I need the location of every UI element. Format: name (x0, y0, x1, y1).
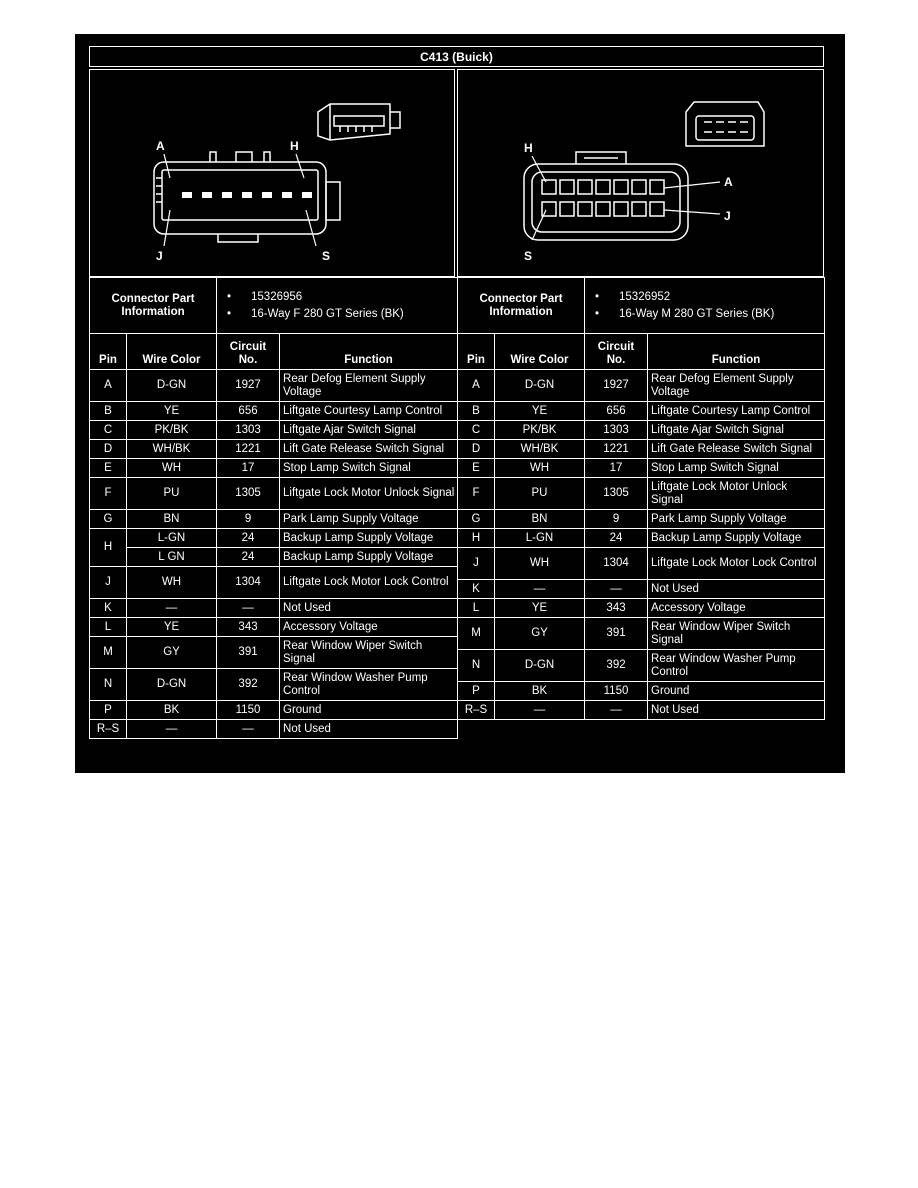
pin-cell: B (90, 402, 127, 421)
function-cell: Park Lamp Supply Voltage (280, 510, 458, 529)
circuit-header (217, 334, 280, 370)
circuit-cell: — (585, 580, 648, 599)
wire-color-cell: YE (495, 402, 585, 421)
table-row (458, 580, 825, 599)
circuit-header-line1: Circuit (229, 341, 267, 353)
male-leader-lines (532, 156, 720, 240)
table-row (90, 440, 458, 459)
circuit-cell: 1927 (585, 370, 648, 402)
circuit-cell: 656 (217, 402, 280, 421)
circuit-header (585, 334, 648, 370)
table-row (90, 529, 458, 548)
table-row (90, 459, 458, 478)
wire-color-cell: BN (127, 510, 217, 529)
wire-color-cell: PU (495, 478, 585, 510)
circuit-cell: 1221 (217, 440, 280, 459)
circuit-cell: 1303 (585, 421, 648, 440)
table-row (90, 402, 458, 421)
circuit-cell: 391 (217, 637, 280, 669)
male-header-row (458, 334, 825, 370)
table-row (458, 402, 825, 421)
pin-cell: N (458, 650, 495, 682)
wire-color-cell: D-GN (127, 669, 217, 701)
table-row (458, 650, 825, 682)
connector-part-info-label-line2: Information (489, 305, 553, 318)
function-header: Function (280, 334, 458, 370)
female-part-info-row (90, 278, 458, 334)
pin-cell: J (90, 567, 127, 599)
pin-cell: F (90, 478, 127, 510)
function-cell: Lift Gate Release Switch Signal (648, 440, 825, 459)
function-cell: Rear Defog Element Supply Voltage (648, 370, 825, 402)
male-connector-thumbnail (686, 102, 764, 146)
female-label-h: H (290, 139, 299, 153)
female-label-s: S (322, 249, 331, 263)
wire-color-cell: WH (495, 459, 585, 478)
function-cell: Liftgate Lock Motor Lock Control (648, 548, 825, 580)
part-info-item: • 15326952 (595, 289, 822, 306)
pin-cell: A (90, 370, 127, 402)
function-header: Function (648, 334, 825, 370)
pin-cell: K (458, 580, 495, 599)
female-leader-lines (164, 154, 316, 246)
table-row (458, 370, 825, 402)
connector-part-info-values (585, 278, 825, 334)
function-cell: Liftgate Lock Motor Unlock Signal (648, 478, 825, 510)
female-connector-diagram (89, 69, 455, 277)
table-row (458, 510, 825, 529)
circuit-cell: 1305 (585, 478, 648, 510)
male-label-h: H (524, 141, 533, 155)
circuit-cell: 17 (585, 459, 648, 478)
function-cell: Park Lamp Supply Voltage (648, 510, 825, 529)
pin-header: Pin (90, 334, 127, 370)
function-cell: Liftgate Lock Motor Unlock Signal (280, 478, 458, 510)
circuit-cell: 392 (217, 669, 280, 701)
female-cavities (182, 192, 312, 198)
male-label-j: J (724, 209, 731, 223)
circuit-cell: 1150 (585, 682, 648, 701)
pin-cell: L (458, 599, 495, 618)
pin-cell: L (90, 618, 127, 637)
wire-color-cell: PU (127, 478, 217, 510)
pin-cell: P (90, 701, 127, 720)
pin-cell: E (458, 459, 495, 478)
circuit-cell: 1927 (217, 370, 280, 402)
function-cell: Ground (280, 701, 458, 720)
circuit-cell: 1303 (217, 421, 280, 440)
pin-cell: N (90, 669, 127, 701)
circuit-cell: 17 (217, 459, 280, 478)
pin-cell: K (90, 599, 127, 618)
wire-color-cell: BN (495, 510, 585, 529)
wire-color-cell: YE (495, 599, 585, 618)
table-row (90, 720, 458, 739)
function-cell: Backup Lamp Supply Voltage (648, 529, 825, 548)
male-part-info-row (458, 278, 825, 334)
male-label-s: S (524, 249, 533, 263)
table-row (458, 421, 825, 440)
male-connector-diagram (457, 69, 824, 277)
pin-cell: F (458, 478, 495, 510)
function-cell: Rear Window Washer Pump Control (280, 669, 458, 701)
female-pin-table (89, 277, 458, 739)
pin-cell: C (458, 421, 495, 440)
wire-color-cell: WH (127, 567, 217, 599)
wire-color-cell: — (127, 720, 217, 739)
function-cell: Liftgate Ajar Switch Signal (648, 421, 825, 440)
function-cell: Lift Gate Release Switch Signal (280, 440, 458, 459)
pin-cell: B (458, 402, 495, 421)
function-cell: Liftgate Ajar Switch Signal (280, 421, 458, 440)
circuit-cell: 9 (217, 510, 280, 529)
table-row (90, 548, 458, 567)
function-cell: Liftgate Courtesy Lamp Control (280, 402, 458, 421)
pin-cell: D (90, 440, 127, 459)
wire-color-cell: WH/BK (495, 440, 585, 459)
wire-color-cell: L-GN (127, 529, 217, 548)
circuit-cell: 391 (585, 618, 648, 650)
pin-cell: G (458, 510, 495, 529)
circuit-header-line1: Circuit (597, 341, 635, 353)
wire-color-cell: D-GN (495, 370, 585, 402)
female-connector-drawing (90, 70, 456, 278)
connector-part-info-label (90, 278, 217, 334)
wire-color-cell: WH (127, 459, 217, 478)
table-row (458, 548, 825, 580)
table-row (90, 370, 458, 402)
table-row (90, 599, 458, 618)
function-cell: Rear Window Wiper Switch Signal (280, 637, 458, 669)
pin-cell: P (458, 682, 495, 701)
function-cell: Liftgate Lock Motor Lock Control (280, 567, 458, 599)
function-cell: Not Used (280, 720, 458, 739)
function-cell: Rear Window Washer Pump Control (648, 650, 825, 682)
table-row (90, 567, 458, 599)
connector-part-info-label-line2: Information (121, 305, 185, 318)
table-row (458, 440, 825, 459)
circuit-cell: 1304 (217, 567, 280, 599)
function-cell: Not Used (648, 580, 825, 599)
part-info-list (587, 289, 822, 323)
pin-cell: H (90, 529, 127, 567)
function-cell: Rear Defog Element Supply Voltage (280, 370, 458, 402)
part-info-item: • 16-Way F 280 GT Series (BK) (227, 306, 455, 323)
female-label-a: A (156, 139, 165, 153)
function-cell: Accessory Voltage (648, 599, 825, 618)
function-cell: Stop Lamp Switch Signal (648, 459, 825, 478)
wire-color-cell: WH/BK (127, 440, 217, 459)
table-row (458, 701, 825, 720)
table-row (90, 421, 458, 440)
pin-cell: J (458, 548, 495, 580)
male-cavities (542, 180, 664, 216)
circuit-cell: 1221 (585, 440, 648, 459)
circuit-cell: 343 (585, 599, 648, 618)
function-cell: Backup Lamp Supply Voltage (280, 529, 458, 548)
circuit-cell: — (585, 701, 648, 720)
wire-color-header: Wire Color (495, 334, 585, 370)
wire-color-cell: BK (127, 701, 217, 720)
circuit-cell: 1305 (217, 478, 280, 510)
circuit-cell: 343 (217, 618, 280, 637)
circuit-cell: 1304 (585, 548, 648, 580)
wire-color-cell: GY (495, 618, 585, 650)
circuit-cell: 1150 (217, 701, 280, 720)
connector-part-info-label-line1: Connector Part (111, 292, 195, 305)
table-row (458, 599, 825, 618)
pin-cell: M (90, 637, 127, 669)
circuit-cell: 24 (585, 529, 648, 548)
wire-color-cell: — (495, 701, 585, 720)
wire-color-cell: WH (495, 548, 585, 580)
wire-color-cell: PK/BK (127, 421, 217, 440)
table-row (458, 478, 825, 510)
table-row (458, 459, 825, 478)
pin-cell: R–S (458, 701, 495, 720)
circuit-cell: 656 (585, 402, 648, 421)
table-row (90, 510, 458, 529)
connector-part-info-values (217, 278, 458, 334)
male-label-a: A (724, 175, 733, 189)
connector-title: C413 (Buick) (89, 46, 824, 67)
pin-cell: E (90, 459, 127, 478)
function-cell: Not Used (648, 701, 825, 720)
wire-color-cell: — (127, 599, 217, 618)
female-label-j: J (156, 249, 163, 263)
function-cell: Ground (648, 682, 825, 701)
connector-part-info-label-line1: Connector Part (479, 292, 563, 305)
function-cell: Backup Lamp Supply Voltage (280, 548, 458, 567)
wire-color-cell: D-GN (127, 370, 217, 402)
female-header-row (90, 334, 458, 370)
function-cell: Liftgate Courtesy Lamp Control (648, 402, 825, 421)
function-cell: Stop Lamp Switch Signal (280, 459, 458, 478)
function-cell: Rear Window Wiper Switch Signal (648, 618, 825, 650)
part-info-list (219, 289, 455, 323)
wire-color-cell: BK (495, 682, 585, 701)
circuit-cell: 24 (217, 529, 280, 548)
wire-color-cell: YE (127, 402, 217, 421)
female-connector-thumbnail (318, 104, 400, 140)
pin-cell: H (458, 529, 495, 548)
pin-cell: G (90, 510, 127, 529)
table-row (90, 637, 458, 669)
circuit-header-line2: No. (606, 354, 626, 366)
pin-cell: D (458, 440, 495, 459)
circuit-cell: — (217, 720, 280, 739)
table-row (90, 669, 458, 701)
wire-color-cell: YE (127, 618, 217, 637)
wire-color-cell: D-GN (495, 650, 585, 682)
male-connector-drawing (458, 70, 825, 278)
table-row (90, 701, 458, 720)
wire-color-cell: GY (127, 637, 217, 669)
function-cell: Not Used (280, 599, 458, 618)
part-info-item: • 15326956 (227, 289, 455, 306)
circuit-cell: 392 (585, 650, 648, 682)
circuit-header-line2: No. (238, 354, 258, 366)
connector-part-info-label (458, 278, 585, 334)
wire-color-cell: L-GN (495, 529, 585, 548)
table-row (458, 618, 825, 650)
table-row (90, 478, 458, 510)
part-info-item: • 16-Way M 280 GT Series (BK) (595, 306, 822, 323)
wire-color-cell: L GN (127, 548, 217, 567)
table-row (458, 682, 825, 701)
wire-color-header: Wire Color (127, 334, 217, 370)
circuit-cell: 24 (217, 548, 280, 567)
pin-header: Pin (458, 334, 495, 370)
table-row (90, 618, 458, 637)
wire-color-cell: — (495, 580, 585, 599)
function-cell: Accessory Voltage (280, 618, 458, 637)
pin-cell: M (458, 618, 495, 650)
pin-cell: R–S (90, 720, 127, 739)
wire-color-cell: PK/BK (495, 421, 585, 440)
male-pin-table (457, 277, 825, 720)
male-connector-face (524, 152, 688, 240)
circuit-cell: 9 (585, 510, 648, 529)
pin-cell: C (90, 421, 127, 440)
circuit-cell: — (217, 599, 280, 618)
pin-cell: A (458, 370, 495, 402)
